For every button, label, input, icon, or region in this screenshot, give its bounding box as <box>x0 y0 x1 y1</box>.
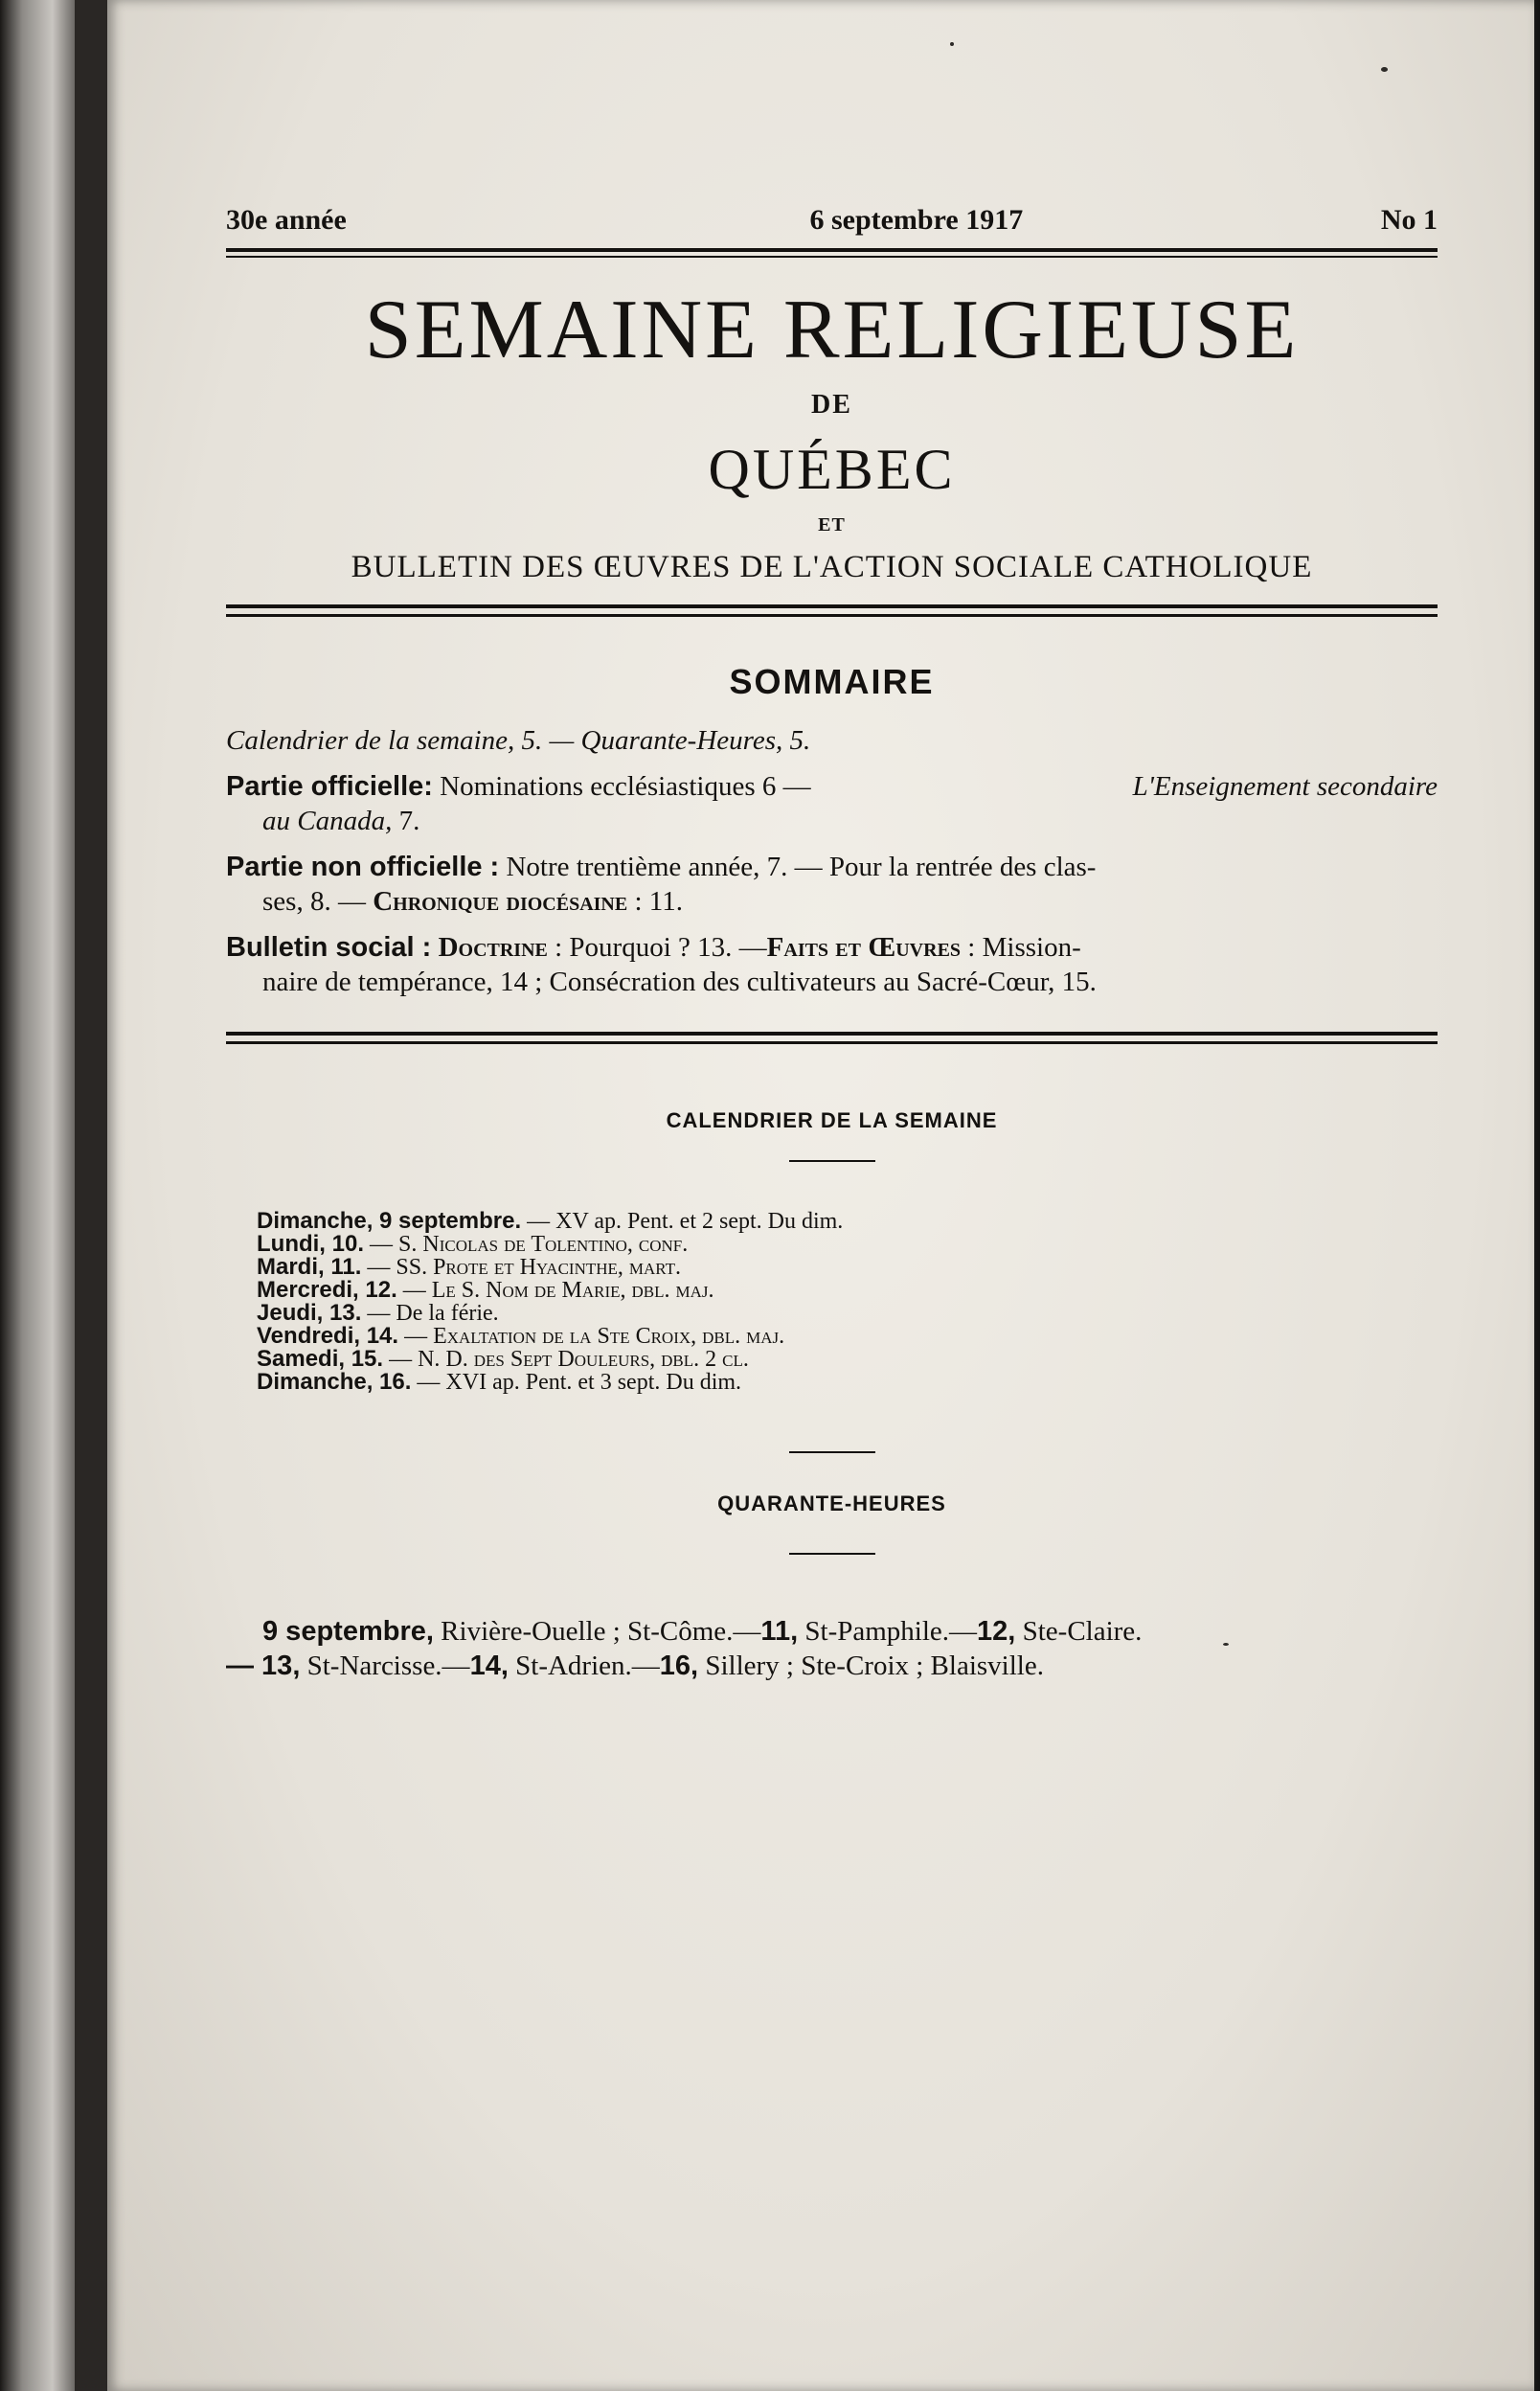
sommaire-social-label: Bulletin social : <box>226 932 432 963</box>
issue-date: 6 septembre 1917 <box>809 204 1024 236</box>
quarante-date: 11, <box>760 1616 799 1647</box>
calendar-day: Jeudi, 13. <box>257 1300 362 1326</box>
calendar-entry <box>257 1325 1438 1348</box>
masthead-rule <box>226 604 1438 618</box>
sommaire-officielle-italic2: au Canada, <box>262 806 393 836</box>
calendar-text: — XVI ap. Pent. et 3 sept. Du dim. <box>411 1370 742 1395</box>
quarante-date: 9 septembre, <box>262 1616 434 1647</box>
calendar-text: — De la férie. <box>361 1301 499 1326</box>
masthead-city: QUÉBEC <box>708 438 956 501</box>
masthead-subtitle: BULLETIN DES ŒUVRES DE L'ACTION SOCIALE CATHOLIQUE <box>351 550 1313 584</box>
sommaire-line-calendar: Calendrier de la semaine, 5. — Quarante-Heures, 5. <box>226 725 811 756</box>
quarante-text: St-Narcisse.— <box>300 1651 470 1681</box>
page-content <box>226 196 1438 1683</box>
sommaire-social-text2: : Mission- <box>961 932 1081 963</box>
calendar-entry <box>257 1371 1438 1394</box>
sommaire-chronique: Chronique diocésaine <box>373 886 628 917</box>
quarante-text: St-Adrien.— <box>508 1651 660 1681</box>
masthead-title: SEMAINE RELIGIEUSE <box>364 284 1300 376</box>
sommaire-officielle-text: Nominations ecclésiastiques 6 — <box>432 771 811 802</box>
issue-header <box>226 196 1438 237</box>
sommaire-non-officielle-label: Partie non officielle : <box>226 852 500 882</box>
quarante-date: 16, <box>659 1651 699 1681</box>
calendar-text: — N. D. des Sept Douleurs, dbl. 2 cl. <box>383 1347 749 1372</box>
sommaire-non-officielle-text: Notre trentième année, 7. — Pour la rentrée des clas- <box>499 852 1097 882</box>
volume-label: 30e année <box>226 204 347 236</box>
sommaire-rule <box>226 1032 1438 1045</box>
calendar-text: — S. Nicolas de Tolentino, conf. <box>364 1232 689 1257</box>
calendar-entry <box>257 1279 1438 1302</box>
calendar-day: Dimanche, 9 septembre. <box>257 1208 522 1234</box>
calendar-text: — SS. Prote et Hyacinthe, mart. <box>361 1255 682 1280</box>
sommaire-social-cont: naire de tempérance, 14 ; Consécration des cultivateurs au Sacré-Cœur, 15. <box>262 967 1097 997</box>
calendar-text: — XV ap. Pent. et 2 sept. Du dim. <box>521 1209 844 1234</box>
masthead-de: DE <box>811 390 852 420</box>
calendar-entry <box>257 1302 1438 1325</box>
header-rule <box>226 248 1438 258</box>
sommaire-officielle-italic: L'Enseignement secondaire <box>1132 771 1438 802</box>
calendar-heading: CALENDRIER DE LA SEMAINE <box>666 1108 998 1132</box>
scan-speck <box>950 42 954 46</box>
sommaire-officielle-label: Partie officielle: <box>226 771 433 802</box>
quarante-line-1 <box>262 1614 1438 1649</box>
sommaire-officielle <box>226 769 1438 804</box>
quarante-text: Sillery ; Ste-Croix ; Blaisville. <box>698 1651 1044 1681</box>
sommaire-non-officielle-cont <box>262 884 1438 919</box>
masthead-et: ET <box>818 514 846 535</box>
calendar-day: Lundi, 10. <box>257 1231 365 1257</box>
adjacent-page-edge <box>0 0 75 2391</box>
quarante-text: St-Pamphile.— <box>798 1616 978 1647</box>
sommaire-officielle-text2: 7. <box>392 806 420 836</box>
sommaire-doctrine: Doctrine <box>438 932 548 963</box>
sommaire-heading: SOMMAIRE <box>729 662 935 701</box>
quarante-date: 12, <box>977 1616 1016 1647</box>
quarante-heading: QUARANTE-HEURES <box>717 1492 946 1515</box>
quarante-date: 14, <box>469 1651 509 1681</box>
issue-number: No 1 <box>1380 204 1438 236</box>
sommaire-list <box>226 723 1438 999</box>
sommaire-non-officielle <box>226 850 1438 884</box>
sommaire-non-officielle-text2: ses, 8. — <box>262 886 374 917</box>
calendar-text: — Le S. Nom de Marie, dbl. maj. <box>396 1278 714 1303</box>
calendar-entry <box>257 1348 1438 1371</box>
sommaire-social-text1: : Pourquoi ? 13. — <box>547 932 767 963</box>
document-page <box>107 0 1534 2391</box>
calendar-day: Samedi, 15. <box>257 1346 384 1372</box>
calendar-list <box>257 1210 1438 1394</box>
quarante-text: Ste-Claire. <box>1015 1616 1143 1647</box>
sommaire-officielle-cont <box>262 804 1438 838</box>
quarante-date: — 13, <box>226 1651 301 1681</box>
calendar-day: Dimanche, 16. <box>257 1369 412 1395</box>
calendar-entry <box>257 1233 1438 1256</box>
calendar-entry <box>257 1210 1438 1233</box>
calendar-day: Mardi, 11. <box>257 1254 362 1280</box>
quarante-rule-top <box>789 1451 875 1453</box>
calendar-day: Mercredi, 12. <box>257 1277 397 1303</box>
quarante-line-2 <box>226 1649 1438 1683</box>
calendar-rule <box>789 1160 875 1162</box>
quarante-rule-bottom <box>789 1553 875 1555</box>
sommaire-non-officielle-text3: : 11. <box>627 886 683 917</box>
calendar-entry <box>257 1256 1438 1279</box>
sommaire-social <box>226 930 1438 965</box>
quarante-list <box>226 1614 1438 1683</box>
sommaire-faits: Faits et Œuvres <box>766 932 962 963</box>
quarante-text: Rivière-Ouelle ; St-Côme.— <box>433 1616 761 1647</box>
calendar-text: — Exaltation de la Ste Croix, dbl. maj. <box>398 1324 785 1349</box>
scan-speck <box>1381 67 1388 72</box>
calendar-day: Vendredi, 14. <box>257 1323 399 1349</box>
